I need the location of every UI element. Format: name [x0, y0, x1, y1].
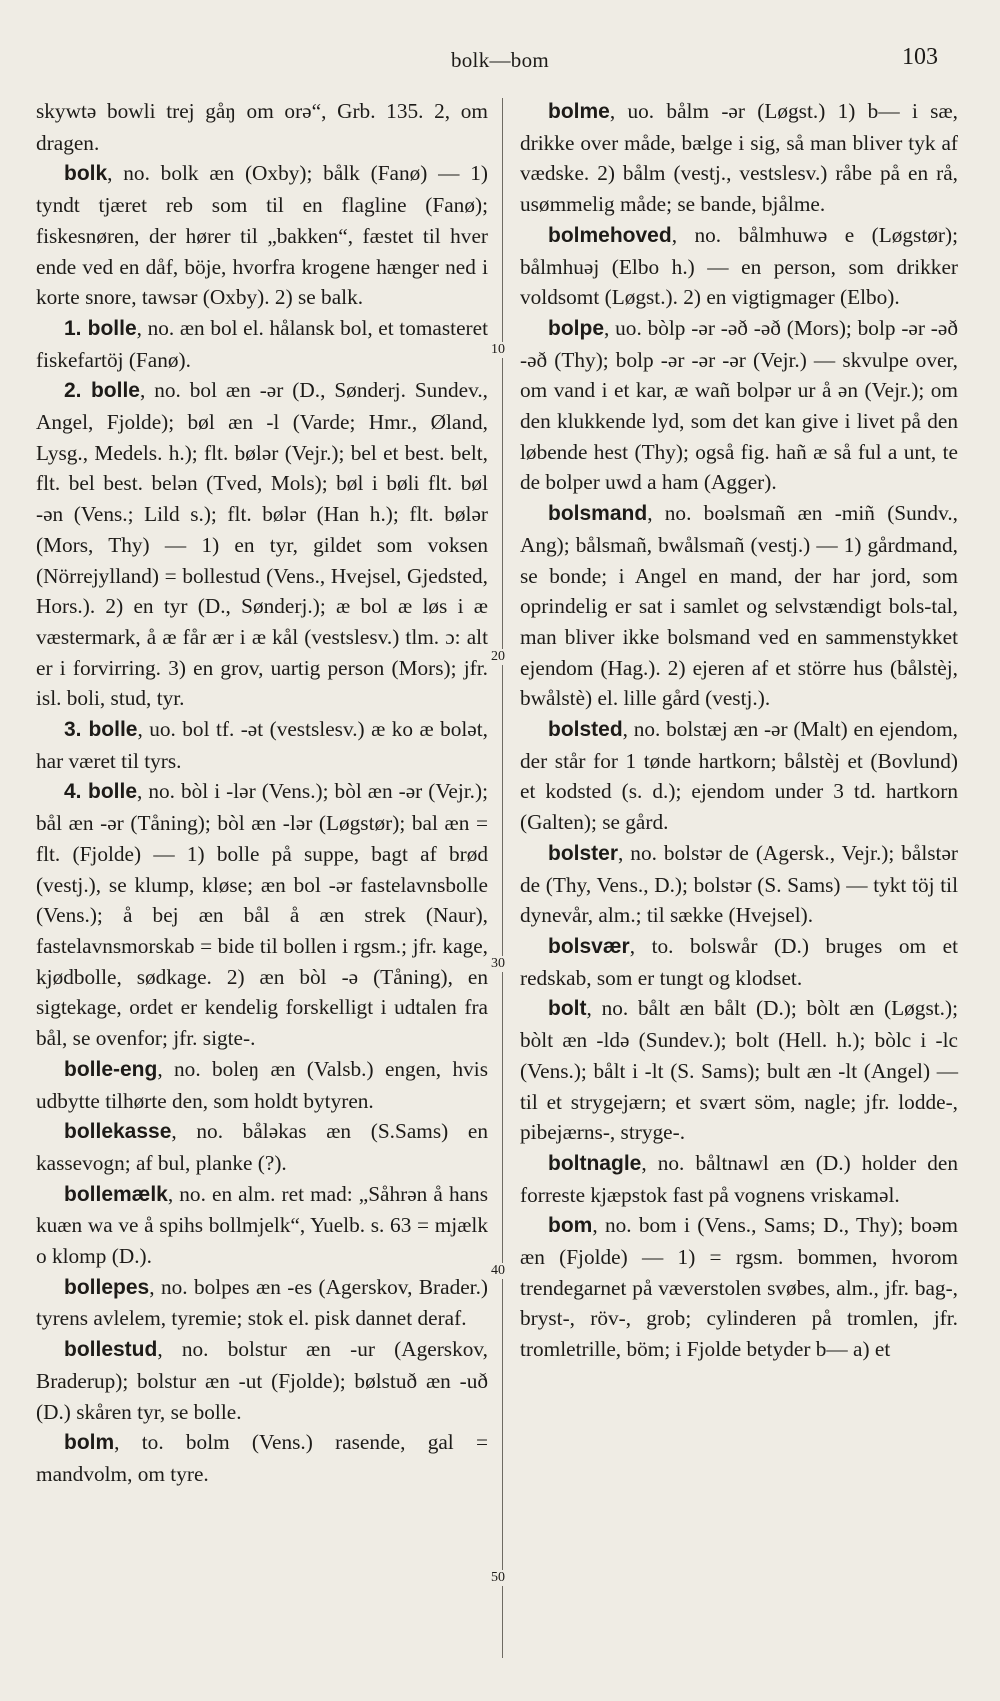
entry-text: , no. bòl i -lər (Vens.); bòl æn -ər (Vejr.); bål æn -ər (Tåning); bòl æn -lər (Løgstør); bal æn = flt. (Fjolde) — 1) bolle på suppe, bagt af brød (vestj.), se klump, kløse; æn bol -ər fastelavnsbolle (Vens.); å bej æn bål å æn strek (Naur), fastelavnsmorskab = bide til bollen i rgsm.; jfr. kage, kjødbolle, sødkage. 2) æn bòl -ə (Tåning), en sigtekage, ordet er kendelig forskelligt i udtalen fra bål, se ovenfor; jfr. sigte-. — [36, 779, 488, 1051]
entry — [520, 313, 958, 498]
entry — [520, 1148, 958, 1210]
entry-text: , to. bolswår (D.) bruges om et redskab, som er tungt og klodset. — [520, 933, 958, 990]
headword: bollekasse — [64, 1120, 172, 1144]
headword: bolle-eng — [64, 1057, 158, 1081]
entry-text: , no. bol æn -ər (D., Sønderj. Sundev., Angel, Fjolde); bøl æn -l (Varde; Hmr., Øland, Lysg., Medels. h.); flt. bølər (Vejr.); bel et best. belt, flt. bel best. belən (Tved, Mols); bøl i bøli flt. bøl -ən (Vens.; Lild s.); flt. bølər (Han h.); flt. bølər (Mors, Thy) — 1) en tyr, gildet som voksen (Nörrejylland) = bollestud (Vens., Hvejsel, Gjedsted, Hors.). 2) en tyr (D., Sønderj.); æ bol æ løs i æ væstermark, å æ får ær i æ kål (vestslesv.) tlm. ɔ: alt er i forvirring. 3) en grov, uartig person (Mors); jfr. isl. boli, stud, tyr. — [36, 378, 488, 711]
entry-text: , no. bålәkas æn (S.Sams) en kassevogn; af bul, planke (?). — [36, 1119, 488, 1175]
headword: bollemælk — [64, 1182, 168, 1206]
line-number-40: 40 — [491, 1263, 505, 1278]
line-number-30: 30 — [491, 956, 505, 971]
entry — [520, 220, 958, 313]
entry — [36, 313, 488, 375]
entry — [520, 498, 958, 714]
entry — [520, 838, 958, 931]
entry-text: , no. bålt æn bålt (D.); bòlt æn (Løgst.); bòlt æn -ldə (Sundev.); bolt (Hell. h.); bòlc i -lc (Vens.); bålt i -lt (S. Sams); bult æn -lt (Angel) — til et strygejærn; et svært söm, nagle; jfr. lodde-, pibejærns-, stryge-. — [520, 996, 958, 1145]
entry-text: , no. boəlsmañ æn -miñ (Sundv., Ang); bålsmañ, bwålsmañ (vestj.) — 1) gårdmand, se bonde; i Angel en mand, der har jord, som oprindelig er sat i samlet og selvstændigt bols-tal, man bliver ikke bolsmand ved en sammenstykket ejendom (Hag.). 2) ejeren af et större hus (bålstèj, bwålstè) el. lille gård (vestj.). — [520, 501, 958, 711]
entry-text: , no. bolstæj æn -ər (Malt) en ejendom, der står for 1 tønde hartkorn; bålstèj et (Bovlund) et kodsted (s. d.); ejendom under 3 td. hartkorn (Galten); se gård. — [520, 717, 958, 835]
entry-text: , no. bolk æn (Oxby); bålk (Fanø) — 1) tyndt tjæret reb som til en flagline (Fanø); fiskesnøren, der hører til „bakken“, fæstet til hver ende ved en dåf, böje, hvorfra krogene hænger ned i korte snore, tawsər (Oxby). 2) se balk. — [36, 161, 488, 310]
headword: bolster — [548, 841, 619, 865]
headword: boltnagle — [548, 1151, 642, 1175]
entry — [36, 158, 488, 313]
entry-text: , no. bålmhuwə e (Løgstør); bålmhuəj (Elbo h.) — en person, som drikker voldsomt (Løgst.). 2) en vigtigmager (Elbo). — [520, 222, 958, 310]
column-divider — [502, 98, 503, 1658]
right-column — [520, 96, 958, 1365]
headword: bolt — [548, 997, 587, 1021]
page-number: 103 — [902, 44, 938, 70]
entry — [36, 1427, 488, 1489]
entry-text: , no. boleŋ æn (Valsb.) engen, hvis udbytte tilhørte den, som holdt bytyren. — [36, 1056, 488, 1113]
entry — [36, 1054, 488, 1116]
headword: bolme — [548, 100, 610, 123]
headword: bolsmand — [548, 502, 648, 526]
headword: 2. bolle — [64, 379, 140, 403]
headword: bolpe — [548, 316, 604, 340]
headword: 4. bolle — [64, 780, 138, 804]
line-number-10: 10 — [491, 342, 505, 357]
entry-text: , uo. bol tf. -ət (vestslesv.) æ ko æ bolət, har været til tyrs. — [36, 717, 488, 773]
entry-text: , no. båltnawl æn (D.) holder den forreste kjæpstok fast på vognens vriskaməl. — [520, 1150, 958, 1207]
entry-text: , no. bolstur æn -ur (Agerskov, Braderup); bolstur æn -ut (Fjolde); bølstuð æn -uð (D.) skåren tyr, se bolle. — [36, 1337, 488, 1424]
left-column — [36, 96, 488, 1490]
entry — [36, 1272, 488, 1334]
entry — [36, 1116, 488, 1178]
entry — [36, 776, 488, 1053]
headword: bolmehoved — [548, 223, 672, 247]
running-head: bolk—bom — [450, 48, 550, 72]
entry — [36, 375, 488, 714]
entry — [520, 96, 958, 220]
headword: bollestud — [64, 1338, 158, 1362]
entry-text: , no. æn bol el. hålansk bol, et tomasteret fiskefartöj (Fanø). — [36, 315, 488, 372]
entry-text: , no. bom i (Vens., Sams; D., Thy); boəm æn (Fjolde) — 1) = rgsm. bommen, hvorom trendegarnet på væverstolen svøbes, alm., jfr. bag-, bryst-, röv-, grob; cylinderen på tromlen, jfr. tromletrille, böm; i Fjolde betyder b— a) et — [520, 1213, 958, 1362]
entry-text: , uo. bålm -ər (Løgst.) 1) b— i sæ, drikke over måde, bælge i sig, så man bliver tyk af vædske. 2) bålm (vestj., vestslesv.) råbe på en rå, usømmelig måde; se bande, bjålme. — [520, 99, 958, 217]
headword: bolm — [64, 1431, 115, 1455]
entry — [36, 1179, 488, 1272]
entry-text: , no. bolpes æn -es (Agerskov, Brader.) tyrens avlelem, tyremie; stok el. pisk dannet deraf. — [36, 1274, 488, 1331]
headword: bolk — [64, 162, 108, 186]
entry-text: , no. bolstər de (Agersk., Vejr.); bålstər de (Thy, Vens., D.); bolstər (S. Sams) — tykt töj til dynevår, alm.; til sække (Hvejsel). — [520, 840, 958, 928]
headword: 1. bolle — [64, 316, 137, 340]
entry — [36, 96, 488, 158]
entry — [36, 714, 488, 776]
entry — [520, 931, 958, 993]
headword: bolsvær — [548, 934, 630, 958]
line-number-20: 20 — [491, 649, 505, 664]
entry-text: , uo. bòlp -ər -əð -əð (Mors); bolp -ər -əð -əð (Thy); bolp -ər -ər -ər (Vejr.) — skvulpe over, om vand i et kar, æ wañ bolpər ur å ən (Vejr.); om den klukkende lyd, som det kan give i livet på den løbende hest (Thy); også fig. hañ æ så ful a unt, te de bolper uwd a ham (Agger). — [520, 315, 958, 495]
headword: bolsted — [548, 718, 623, 742]
entry-text: , no. en alm. ret mad: „Såhrən å hans kuæn wa ve å spihs bollmjelk“, Yuelb. s. 63 = mjælk o klomp (D.). — [36, 1181, 488, 1269]
headword: bom — [548, 1214, 593, 1238]
headword: 3. bolle — [64, 718, 138, 742]
entry — [520, 1210, 958, 1365]
line-number-50: 50 — [491, 1570, 505, 1585]
entry — [520, 993, 958, 1148]
headword: bollepes — [64, 1275, 150, 1299]
entry — [36, 1334, 488, 1427]
entry — [520, 714, 958, 838]
entry-text: , to. bolm (Vens.) rasende, gal = mandvolm, om tyre. — [36, 1430, 488, 1486]
entry-text: skywtə bowli trej gåŋ om orə“, Grb. 135. 2, om dragen. — [36, 99, 488, 155]
